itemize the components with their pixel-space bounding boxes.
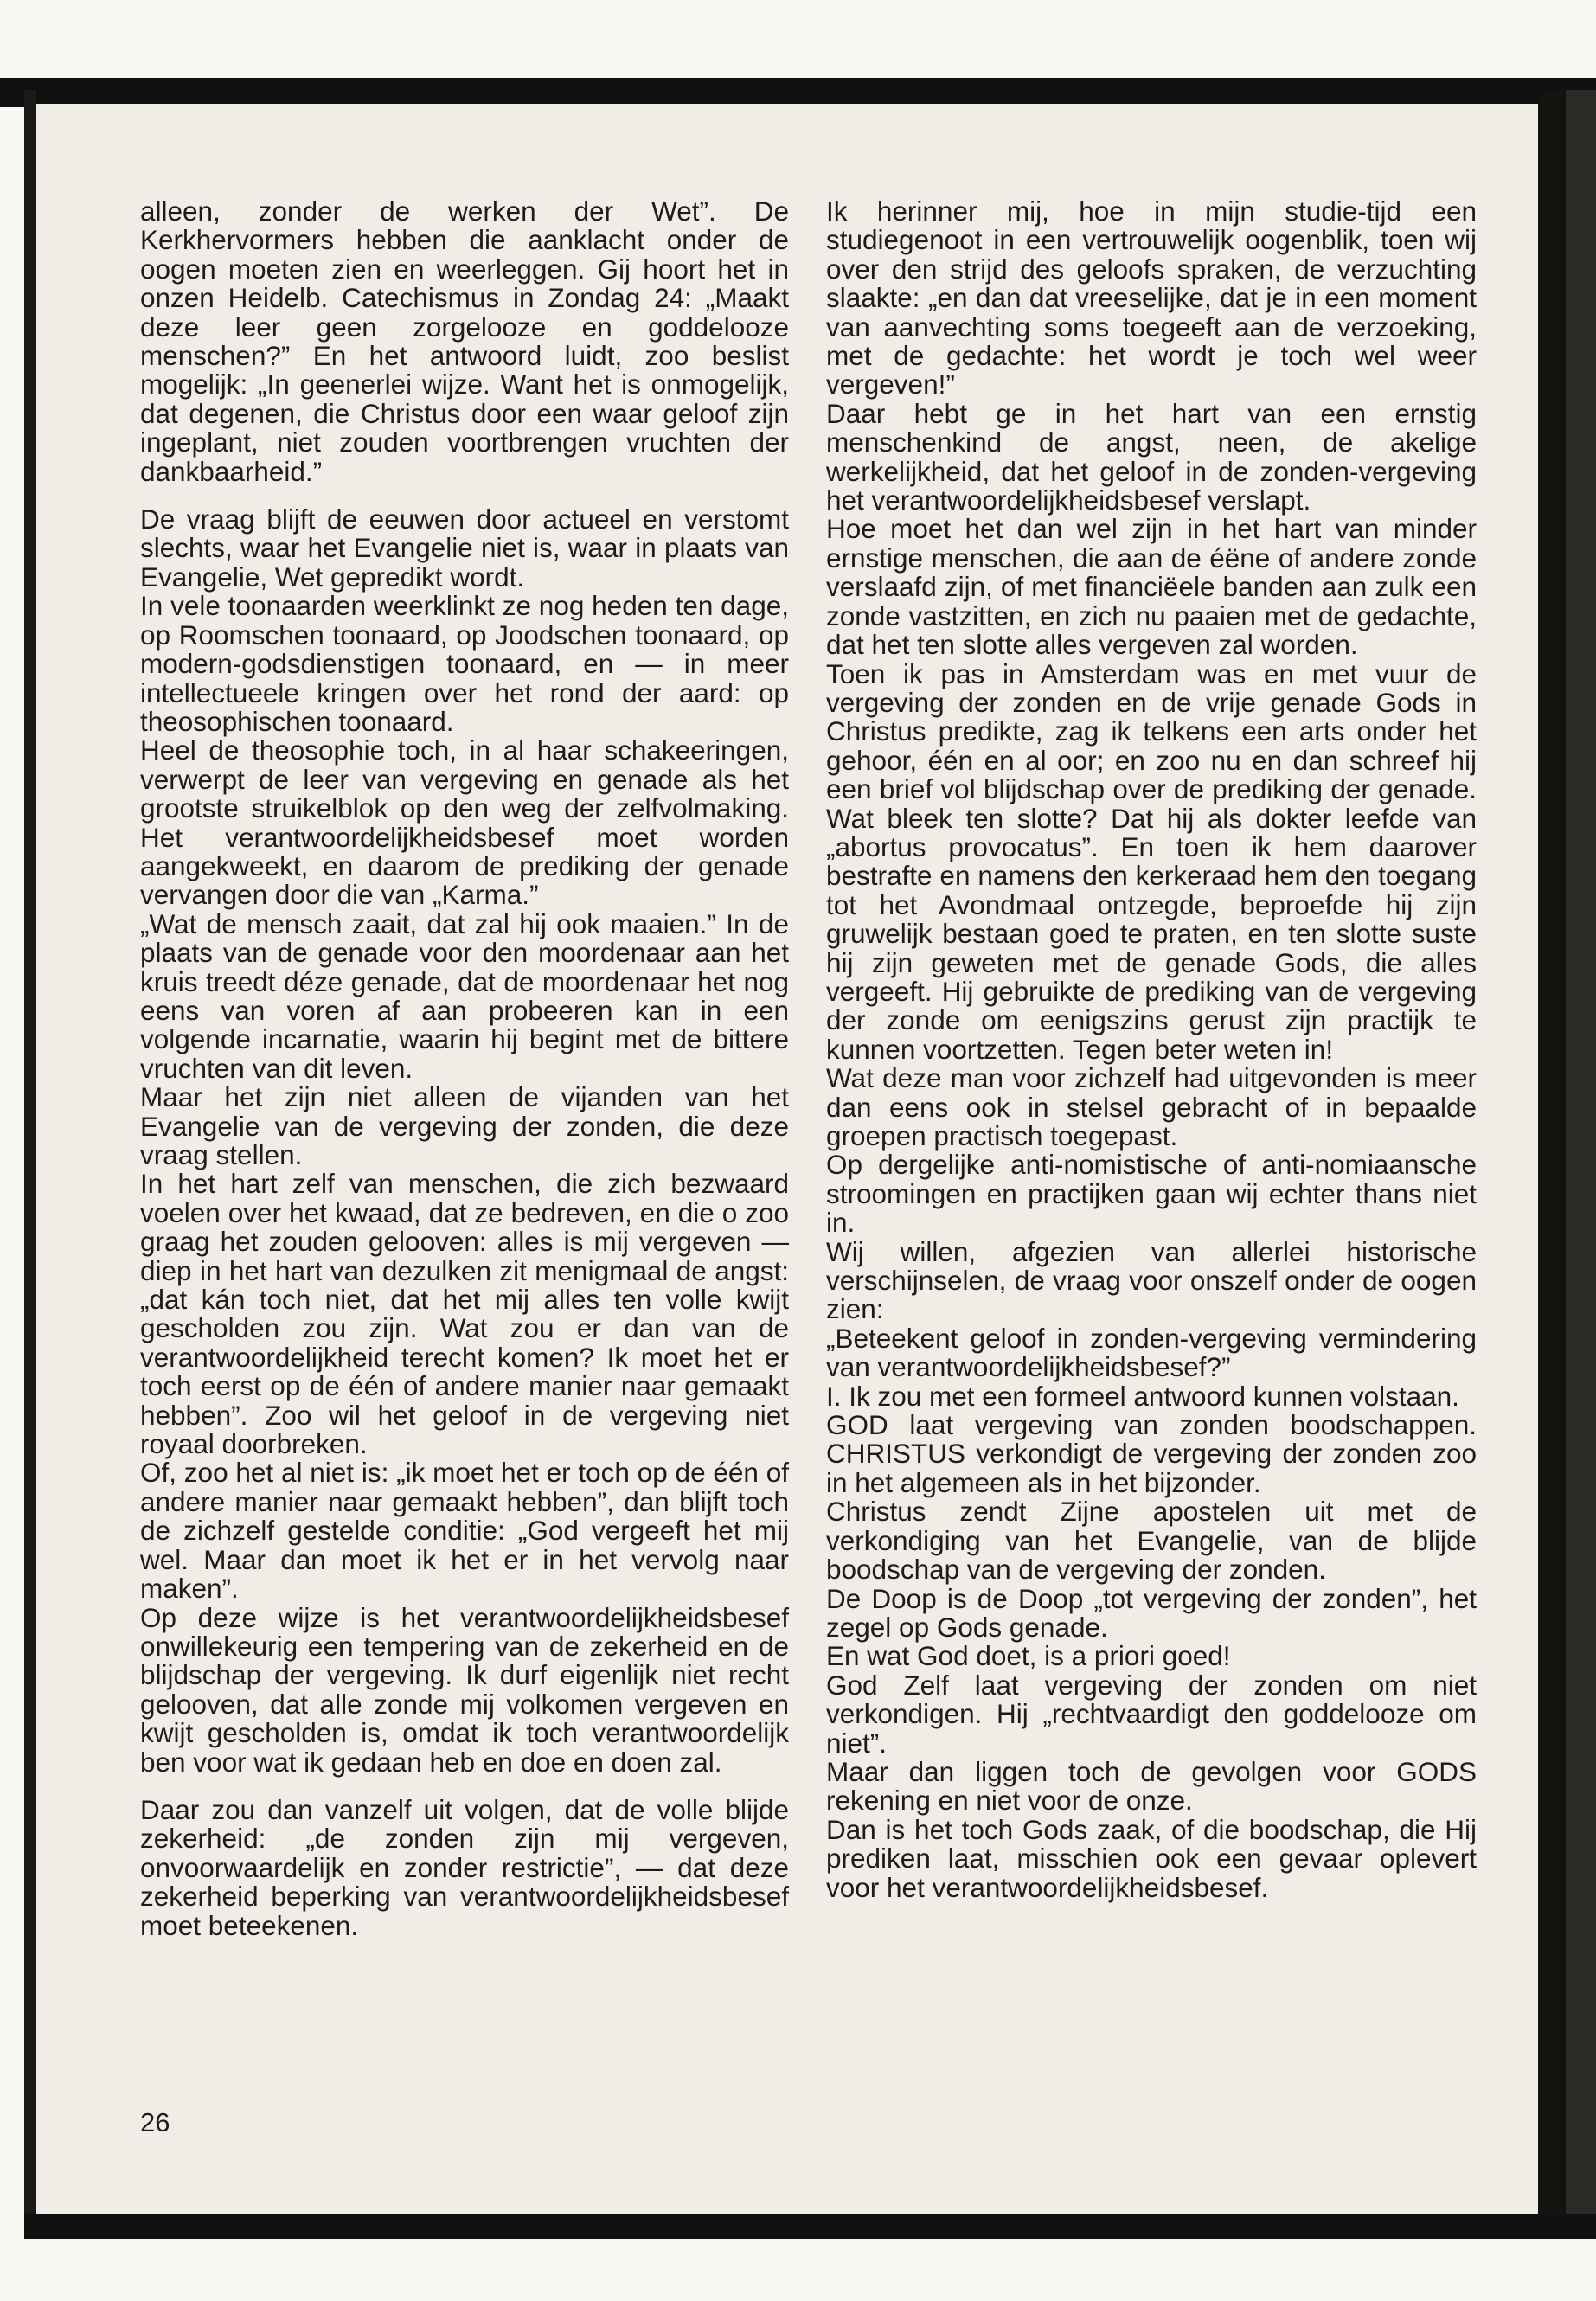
page-number: 26 [140, 2107, 170, 2138]
paragraph: GOD laat vergeving van zonden boodschappen. CHRISTUS verkondigt de vergeving der zonden zoo in het algemeen als in het bijzonder. [826, 1409, 1477, 1498]
right-column [826, 197, 1477, 1902]
scan-border-right-strip [1566, 90, 1596, 2239]
paragraph: En wat God doet, is a priori goed! [826, 1640, 1231, 1672]
paragraph: God Zelf laat vergeving der zonden om niet verkondigen. Hij „rechtvaardigt den goddelooze om niet”. [826, 1669, 1477, 1759]
paragraph: alleen, zonder de werken der Wet”. De Kerkhervormers hebben die aanklacht onder de oogen moeten zien en weerleggen. Gij hoort het in onzen Heidelb. Catechismus in Zondag 24: „Maakt deze leer geen zorgelooze en goddelooze menschen?” En het antwoord luidt, zoo beslist mogelijk: „In geenerlei wijze. Want het is onmogelijk, dat degenen, die Christus door een waar geloof zijn ingeplant, niet zouden voortbrengen vruchten der dankbaarheid.” [140, 195, 789, 487]
paragraph: Daar hebt ge in het hart van een ernstig menschenkind de angst, neen, de akelige werkelijkheid, dat het geloof in de zonden-vergeving het verantwoordelijkheidsbesef verslapt. [826, 397, 1477, 516]
paragraph: „Beteekent geloof in zonden-vergeving vermindering van verantwoordelijkheidsbesef?” [826, 1322, 1477, 1383]
paragraph: Ik herinner mij, hoe in mijn studie-tijd een studiegenoot in een vertrouwelijk oogenblik, toen wij over den strijd des geloofs spraken, de verzuchting slaakte: „en dan dat vreeselijke, dat je in een moment van aanvechting soms toegeeft aan de verzoeking, met de gedachte: het wordt je toch wel weer vergeven!” [826, 195, 1477, 401]
paragraph: Dan is het toch Gods zaak, of die boodschap, die Hij prediken laat, misschien ook een gevaar oplevert voor het verantwoordelijkheidsbesef. [826, 1813, 1477, 1903]
scan-border-top [0, 78, 1596, 107]
paragraph: In vele toonaarden weerklinkt ze nog heden ten dage, op Roomschen toonaard, op Joodschen toonaard, op modern-godsdienstigen toonaard, en — in meer intellectueele kringen over het rond der aard: op theosophischen toonaard. [140, 590, 789, 737]
paragraph: De Doop is de Doop „tot vergeving der zonden”, het zegel op Gods genade. [826, 1582, 1477, 1643]
left-column [140, 197, 789, 1940]
paragraph: Christus zendt Zijne apostelen uit met de verkondiging van het Evangelie, van de blijde boodschap van de vergeving der zonden. [826, 1496, 1477, 1586]
paragraph: Toen ik pas in Amsterdam was en met vuur de vergeving der zonden en de vrije genade Gods in Christus predikte, zag ik telkens een arts onder het gehoor, één en al oor; en zoo nu en dan schreef hij een brief vol blijdschap over de prediking der genade. Wat bleek ten slotte? Dat hij als dokter leefde van „abortus provocatus”. En toen ik hem daarover bestrafte en namens den kerkeraad hem den toegang tot het Avondmaal ontzegde, beproefde hij zijn gruwelijk bestaan goed te praten, en ten slotte suste hij zijn geweten met de genade Gods, die alles vergeeft. Hij gebruikte de prediking van de vergeving der zonde om eenigszins gerust zijn practijk te kunnen voortzetten. Tegen beter weten in! [826, 657, 1477, 1065]
paragraph: „Wat de mensch zaait, dat zal hij ook maaien.” In de plaats van de genade voor den moordenaar aan het kruis treedt déze genade, dat de moordenaar het nog eens van voren af aan probeeren kan in een volgende incarnatie, waarin hij begint met de bittere vruchten van dit leven. [140, 907, 789, 1084]
paragraph: Maar het zijn niet alleen de vijanden van het Evangelie van de vergeving der zonden, die deze vraag stellen. [140, 1081, 789, 1170]
paragraph: I. Ik zou met een formeel antwoord kunnen volstaan. [826, 1380, 1459, 1412]
paragraph: Heel de theosophie toch, in al haar schakeeringen, verwerpt de leer van vergeving en genade als het grootste struikelblok op den weg der zelfvolmaking. Het verantwoordelijkheidsbesef moet worden aangekweekt, en daarom de prediking der genade vervangen door die van „Karma.” [140, 734, 789, 911]
paragraph: Op dergelijke anti-nomistische of anti-nomiaansche stroomingen en practijken gaan wij echter thans niet in. [826, 1149, 1477, 1239]
scan-border-right [1538, 90, 1566, 2239]
paragraph: In het hart zelf van menschen, die zich bezwaard voelen over het kwaad, dat ze bedreven, en die o zoo graag het zouden gelooven: alles is mij vergeven — diep in het hart van dezulken zit menigmaal de angst: „dat kán toch niet, dat het mij alles ten volle kwijt gescholden zou zijn. Wat zou er dan van de verantwoordelijkheid terecht komen? Ik moet het er toch eerst op de één of andere manier naar gemaakt hebben”. Zoo wil het geloof in de vergeving niet royaal doorbreken. [140, 1168, 789, 1460]
paragraph: Wat deze man voor zichzelf had uitgevonden is meer dan eens ook in stelsel gebracht of in bepaalde groepen practisch toegepast. [826, 1062, 1477, 1151]
paragraph: Of, zoo het al niet is: „ik moet het er toch op de één of andere manier naar gemaakt hebben”, dan blijft toch de zichzelf gestelde conditie: „God vergeeft het mij wel. Maar dan moet ik het er in het vervolg naar maken”. [140, 1457, 789, 1605]
paragraph: Op deze wijze is het verantwoordelijkheidsbesef onwillekeurig een tempering van de zekerheid en de blijdschap der vergeving. Ik durf eigenlijk niet recht gelooven, dat alle zonde mij volkomen vergeven en kwijt gescholden is, omdat ik toch verantwoordelijk ben voor wat ik gedaan heb en doe en doen zal. [140, 1601, 789, 1778]
paragraph: Daar zou dan vanzelf uit volgen, dat de volle blijde zekerheid: „de zonden zijn mij vergeven, onvoorwaardelijk en zonder restrictie”, — dat deze zekerheid beperking van verantwoordelijkheidsbesef moet beteekenen. [140, 1793, 789, 1941]
paragraph: Hoe moet het dan wel zijn in het hart van minder ernstige menschen, die aan de éëne of andere zonde verslaafd zijn, of met financiëele banden aan zulk een zonde vastzitten, en zich nu paaien met de gedachte, dat het ten slotte alles vergeven zal worden. [826, 513, 1477, 661]
scan-border-bottom [24, 2214, 1596, 2239]
paragraph: De vraag blijft de eeuwen door actueel en verstomt slechts, waar het Evangelie niet is, waar in plaats van Evangelie, Wet gepredikt wordt. [140, 503, 789, 593]
scan-border-left [24, 90, 36, 2239]
paragraph: Wij willen, afgezien van allerlei historische verschijnselen, de vraag voor onszelf onder de oogen zien: [826, 1235, 1477, 1325]
paragraph: Maar dan liggen toch de gevolgen voor GODS rekening en niet voor de onze. [826, 1755, 1477, 1817]
